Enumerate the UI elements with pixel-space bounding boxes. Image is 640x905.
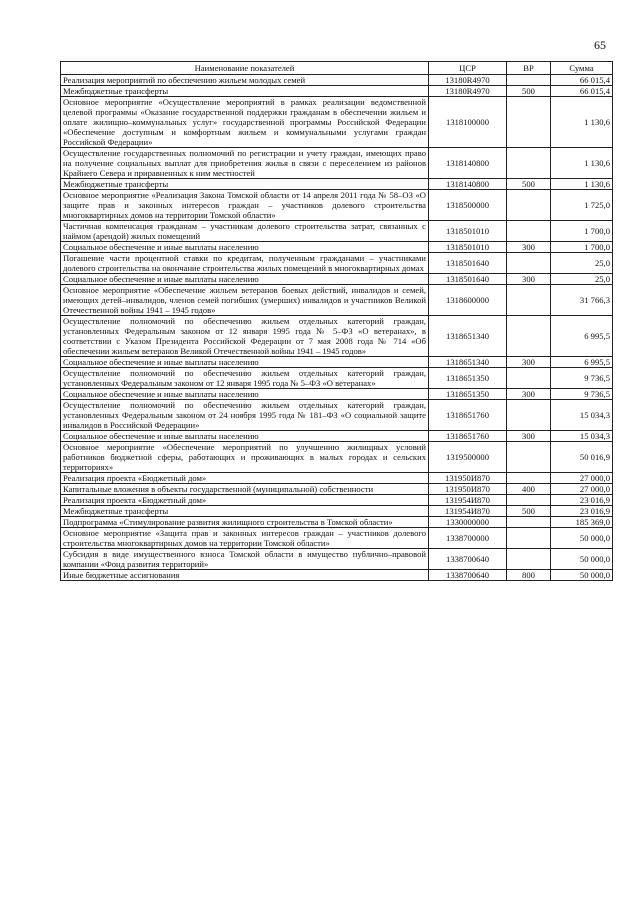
table-row — [61, 506, 613, 517]
row-csr: 131950И870 — [429, 484, 507, 495]
row-name: Реализация мероприятий по обеспечению жильем молодых семей — [61, 75, 429, 86]
table-row — [61, 75, 613, 86]
row-csr: 13180R4970 — [429, 86, 507, 97]
row-csr: 1338700640 — [429, 549, 507, 570]
row-name: Осуществление государственных полномочий по регистрации и учету граждан, имеющих право на получение социальных выплат для приобретения жилья в связи с переселением из районов Крайнего Севера и приравненных к ним местностей — [61, 148, 429, 179]
row-vr: 300 — [507, 357, 551, 368]
row-csr: 1318100000 — [429, 97, 507, 148]
row-csr: 131954И870 — [429, 495, 507, 506]
row-csr: 1338700000 — [429, 528, 507, 549]
row-csr: 1318500000 — [429, 190, 507, 221]
row-name: Иные бюджетные ассигнования — [61, 570, 429, 581]
header-csr: ЦСР — [429, 62, 507, 75]
row-name: Реализация проекта «Бюджетный дом» — [61, 495, 429, 506]
table-row — [61, 97, 613, 148]
row-name: Осуществление полномочий по обеспечению жильем отдельных категорий граждан, установленных Федеральным законом от 12 января 1995 года № 5–ФЗ «О ветеранах», в соответствии с Указом Президента Российской Федерации от 7 мая 2008 года № 714 «Об обеспечении жильем ветеранов Великой Отечественной войны 1941 – 1945 годов» — [61, 316, 429, 357]
row-vr: 400 — [507, 484, 551, 495]
row-vr: 300 — [507, 274, 551, 285]
row-sum: 50 000,0 — [551, 549, 613, 570]
row-sum: 15 034,3 — [551, 431, 613, 442]
table-row — [61, 495, 613, 506]
row-csr: 1318501640 — [429, 274, 507, 285]
row-name: Погашение части процентной ставки по кредитам, полученным гражданами – участниками долевого строительства на окончание строительства жилых помещений в многоквартирных домах — [61, 253, 429, 274]
row-vr — [507, 495, 551, 506]
row-vr — [507, 148, 551, 179]
row-vr — [507, 517, 551, 528]
table-row — [61, 528, 613, 549]
row-sum: 66 015,4 — [551, 86, 613, 97]
row-sum: 1 725,0 — [551, 190, 613, 221]
table-row — [61, 274, 613, 285]
page-number: 65 — [594, 38, 606, 52]
row-sum: 185 369,0 — [551, 517, 613, 528]
table-row — [61, 389, 613, 400]
row-csr: 13180R4970 — [429, 75, 507, 86]
row-sum: 66 015,4 — [551, 75, 613, 86]
table-row — [61, 357, 613, 368]
row-vr: 500 — [507, 86, 551, 97]
row-sum: 27 000,0 — [551, 473, 613, 484]
row-name: Подпрограмма «Стимулирование развития жилищного строительства в Томской области» — [61, 517, 429, 528]
row-name: Социальное обеспечение и иные выплаты населению — [61, 389, 429, 400]
table-header-row — [61, 62, 613, 75]
row-sum: 6 995,5 — [551, 316, 613, 357]
row-name: Осуществление полномочий по обеспечению жильем отдельных категорий граждан, установленных Федеральным законом от 12 января 1995 года № 5–ФЗ «О ветеранах» — [61, 368, 429, 389]
table-row — [61, 316, 613, 357]
row-sum: 15 034,3 — [551, 400, 613, 431]
table-row — [61, 285, 613, 316]
row-sum: 50 000,0 — [551, 528, 613, 549]
table-row — [61, 473, 613, 484]
table-row — [61, 221, 613, 242]
row-vr — [507, 316, 551, 357]
row-name: Основное мероприятие «Защита прав и законных интересов граждан – участников долевого строительства многоквартирных домов на территории Томской области» — [61, 528, 429, 549]
header-sum: Сумма — [551, 62, 613, 75]
row-csr: 1318140800 — [429, 148, 507, 179]
row-name: Межбюджетные трансферты — [61, 86, 429, 97]
row-csr: 1318651760 — [429, 400, 507, 431]
row-csr: 1318651340 — [429, 316, 507, 357]
row-vr: 300 — [507, 389, 551, 400]
row-vr — [507, 528, 551, 549]
row-vr: 500 — [507, 506, 551, 517]
row-csr: 1318651760 — [429, 431, 507, 442]
row-name: Социальное обеспечение и иные выплаты населению — [61, 357, 429, 368]
row-vr: 300 — [507, 431, 551, 442]
row-name: Капитальные вложения в объекты государственной (муниципальной) собственности — [61, 484, 429, 495]
table-body — [61, 75, 613, 581]
table-row — [61, 549, 613, 570]
row-vr — [507, 400, 551, 431]
row-name: Межбюджетные трансферты — [61, 506, 429, 517]
row-name: Социальное обеспечение и иные выплаты населению — [61, 242, 429, 253]
header-vr: ВР — [507, 62, 551, 75]
table-row — [61, 570, 613, 581]
table-row — [61, 517, 613, 528]
row-csr: 1318501010 — [429, 242, 507, 253]
row-sum: 1 130,6 — [551, 97, 613, 148]
row-vr: 800 — [507, 570, 551, 581]
row-name: Межбюджетные трансферты — [61, 179, 429, 190]
row-name: Социальное обеспечение и иные выплаты населению — [61, 431, 429, 442]
row-name: Частичная компенсация гражданам – участникам долевого строительства затрат, связанных с наймом (арендой) жилых помещений — [61, 221, 429, 242]
table-row — [61, 179, 613, 190]
row-vr — [507, 368, 551, 389]
row-sum: 9 736,5 — [551, 389, 613, 400]
row-csr: 1318651340 — [429, 357, 507, 368]
row-name: Реализация проекта «Бюджетный дом» — [61, 473, 429, 484]
table-row — [61, 190, 613, 221]
row-vr: 300 — [507, 242, 551, 253]
row-vr: 500 — [507, 179, 551, 190]
row-vr — [507, 253, 551, 274]
table-row — [61, 148, 613, 179]
row-sum: 50 000,0 — [551, 570, 613, 581]
row-vr — [507, 221, 551, 242]
row-vr — [507, 473, 551, 484]
row-csr: 1338700640 — [429, 570, 507, 581]
row-sum: 6 995,5 — [551, 357, 613, 368]
row-sum: 25,0 — [551, 253, 613, 274]
row-csr: 1318600000 — [429, 285, 507, 316]
row-sum: 9 736,5 — [551, 368, 613, 389]
header-name: Наименование показателей — [61, 62, 429, 75]
row-name: Осуществление полномочий по обеспечению жильем отдельных категорий граждан, установленных Федеральным законом от 24 ноября 1995 года № 181–ФЗ «О социальной защите инвалидов в Российской Федерации» — [61, 400, 429, 431]
row-name: Субсидия в виде имущественного взноса Томской области в имущество публично–правовой компании «Фонд развития территорий» — [61, 549, 429, 570]
table-row — [61, 484, 613, 495]
row-sum: 1 130,6 — [551, 148, 613, 179]
table-row — [61, 86, 613, 97]
row-sum: 1 700,0 — [551, 242, 613, 253]
budget-table — [60, 61, 613, 581]
row-csr: 1319500000 — [429, 442, 507, 473]
row-sum: 1 700,0 — [551, 221, 613, 242]
row-name: Социальное обеспечение и иные выплаты населению — [61, 274, 429, 285]
row-csr: 131954И870 — [429, 506, 507, 517]
row-sum: 25,0 — [551, 274, 613, 285]
row-csr: 1318501640 — [429, 253, 507, 274]
row-sum: 50 016,9 — [551, 442, 613, 473]
table-row — [61, 368, 613, 389]
table-row — [61, 400, 613, 431]
row-vr — [507, 97, 551, 148]
row-vr — [507, 285, 551, 316]
row-csr: 1330000000 — [429, 517, 507, 528]
row-sum: 27 000,0 — [551, 484, 613, 495]
row-vr — [507, 75, 551, 86]
row-name: Основное мероприятие «Осуществление мероприятий в рамках реализации ведомственной целевой программы «Оказание государственной поддержки гражданам в обеспечении жильем и оплате жилищно–коммунальных услуг» государственной программы Российской Федерации «Обеспечение доступным и комфортным жильем и коммунальными услугами граждан Российской Федерации» — [61, 97, 429, 148]
row-name: Основное мероприятие «Обеспечение мероприятий по улучшению жилищных условий работников бюджетной сферы, работающих и проживающих в малых городах и сельских территориях» — [61, 442, 429, 473]
table-row — [61, 242, 613, 253]
table-row — [61, 253, 613, 274]
row-name: Основное мероприятие «Обеспечение жильем ветеранов боевых действий, инвалидов и семей, имеющих детей–инвалидов, членов семей погибших (умерших) инвалидов и участников Великой Отечественной войны 1941 – 1945 годов» — [61, 285, 429, 316]
row-sum: 1 130,6 — [551, 179, 613, 190]
row-name: Основное мероприятие «Реализация Закона Томской области от 14 апреля 2011 года № 58–ОЗ «О защите прав и законных интересов граждан – участников долевого строительства многоквартирных домов на территории Томской области» — [61, 190, 429, 221]
row-csr: 1318501010 — [429, 221, 507, 242]
table-row — [61, 442, 613, 473]
row-vr — [507, 442, 551, 473]
row-sum: 23 016,9 — [551, 495, 613, 506]
row-vr — [507, 190, 551, 221]
table-row — [61, 431, 613, 442]
row-csr: 1318651350 — [429, 389, 507, 400]
row-csr: 131950И870 — [429, 473, 507, 484]
row-sum: 23 016,9 — [551, 506, 613, 517]
row-sum: 31 766,3 — [551, 285, 613, 316]
row-csr: 1318140800 — [429, 179, 507, 190]
row-vr — [507, 549, 551, 570]
row-csr: 1318651350 — [429, 368, 507, 389]
